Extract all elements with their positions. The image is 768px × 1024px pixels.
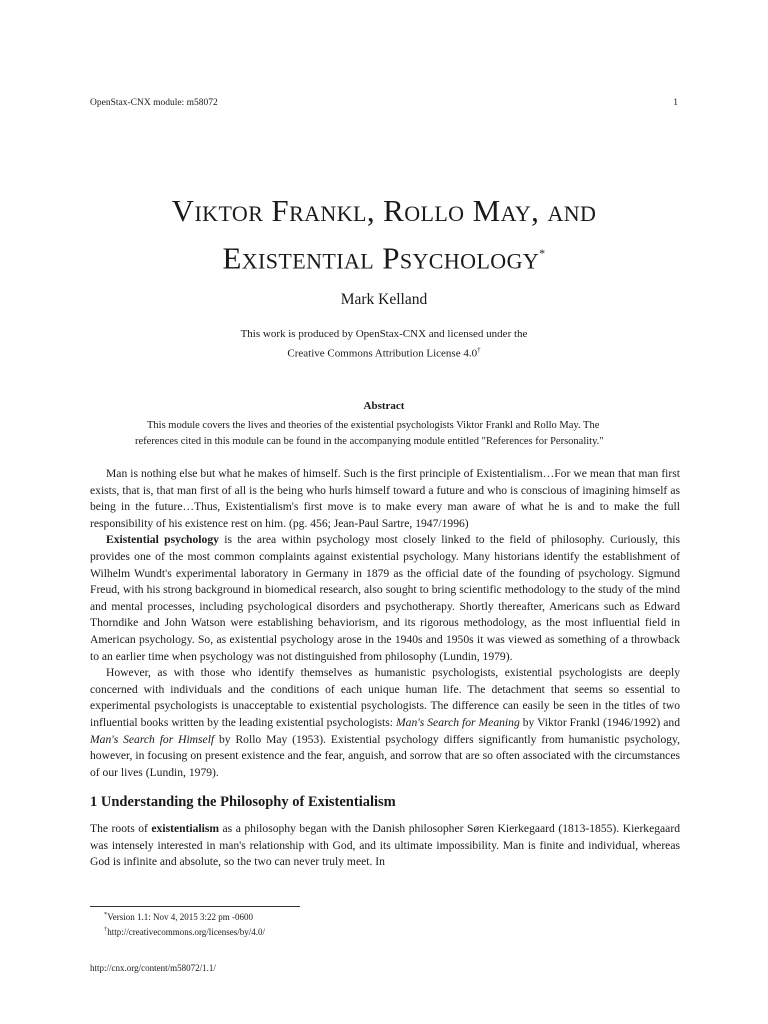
page-number: 1 xyxy=(673,98,678,108)
license-notice xyxy=(0,326,768,362)
title-line-2 xyxy=(0,232,768,279)
paragraph-1 xyxy=(90,532,680,665)
license-footnote-mark[interactable]: † xyxy=(477,346,481,354)
paragraph-2 xyxy=(90,665,680,781)
book-title-frankl: Man's Search for Meaning xyxy=(396,715,520,729)
footnote-2 xyxy=(104,924,664,939)
term-existential-psychology: Existential psychology xyxy=(106,533,219,547)
title-footnote-mark[interactable]: * xyxy=(539,246,546,260)
footnote-divider xyxy=(90,906,300,907)
running-header xyxy=(90,98,678,108)
abstract-heading: Abstract xyxy=(363,400,405,412)
section-heading: 1 Understanding the Philosophy of Existentialism xyxy=(90,794,396,811)
paragraph-3-part-a: The roots of xyxy=(90,822,152,836)
footnote-2-link[interactable]: http://creativecommons.org/licenses/by/4.0/ xyxy=(107,926,266,937)
paragraph-3-part-b: as a philosophy began with the Danish philosopher Søren Kierkegaard (1813-1855). Kierkegaard was intensely interested in man's relationship with God, and its ultimate impossibility. Man is finite and individual, whereas God is infinite and absolute, so the two can never truly meet. In xyxy=(90,822,680,869)
title-line-1: Viktor Frankl, Rollo May, and xyxy=(171,193,597,228)
footnote-1-mark: * xyxy=(104,911,108,918)
term-existentialism: existentialism xyxy=(151,822,220,836)
footnote-1 xyxy=(104,909,664,924)
license-line-1: This work is produced by OpenStax-CNX and licensed under the xyxy=(240,328,528,340)
module-id: OpenStax-CNX module: m58072 xyxy=(90,98,218,108)
document-title xyxy=(0,190,768,279)
license-line-2-text: Creative Commons Attribution License 4.0 xyxy=(287,347,478,360)
footnote-1-text: Version 1.1: Nov 4, 2015 3:22 pm -0600 xyxy=(107,912,253,922)
footnote-2-mark: † xyxy=(104,925,108,933)
license-line-2 xyxy=(0,342,768,362)
paragraph-2-part-b: by Viktor Frankl (1946/1992) and xyxy=(519,715,680,729)
body-text xyxy=(90,466,680,871)
footnotes xyxy=(104,909,664,938)
footer-url[interactable]: http://cnx.org/content/m58072/1.1/ xyxy=(90,963,216,973)
paragraph-3 xyxy=(90,821,680,871)
paragraph-2-part-c: by Rollo May (1953). Existential psychology differs significantly from humanistic psychology, however, in focusing on present existence and the fear, anguish, and sorrow that are so often associated with the circumstances of our lives (Lundin, 1979). xyxy=(90,732,680,779)
book-title-may: Man's Search for Himself xyxy=(90,732,215,746)
opening-quote: Man is nothing else but what he makes of himself. Such is the first principle of Existentialism…For we mean that man first exists, that is, that man first of all is the being who hurls himself toward a future and who is conscious of imagining himself as being in the future…Thus, Existentialism's first move is to make every man aware of what he is and to make the full responsibility of his existence rest on him. (pg. 456; Jean-Paul Sartre, 1947/1996) xyxy=(90,467,680,530)
paragraph-1-text: is the area within psychology most closely linked to the field of philosophy. Curiously, this provides one of the most common complaints against existential psychology. Many historians identify the establishment of Wilhelm Wundt's experimental laboratory in Germany in 1879 as the official date of the founding of psychology. Sigmund Freud, with his strong background in biomedical research, also sought to bring scientific methodology to the study of the mind and mental processes, including psychological disorders and psychotherapy. Shortly thereafter, Americans such as Edward Thorndike and John Watson were establishing behaviorism, and its rigorous methodology, as the most influential field in American psychology. So, as existential psychology arose in the 1940s and 1950s it was viewed as something of a throwback to an earlier time when psychology was not distinguished from philosophy (Lundin, 1979). xyxy=(90,533,680,663)
title-line-2-text: Existential Psychology xyxy=(222,240,540,276)
author-name: Mark Kelland xyxy=(340,291,428,308)
paragraph-2-part-a: However, as with those who identify themselves as humanistic psychologists, existential psychologists are deeply concerned with individuals and the conditions of each unique human life. The detachment that seems so essential to experimental psychologists is unacceptable to existential psychologists. The difference can easily be seen in the titles of two influential books written by the leading existential psychologists: xyxy=(90,666,680,729)
abstract-text: This module covers the lives and theories of the existential psychologists Viktor Frankl and Rollo May. The references cited in this module can be found in the accompanying module entitled "References for Personality." xyxy=(135,420,604,447)
